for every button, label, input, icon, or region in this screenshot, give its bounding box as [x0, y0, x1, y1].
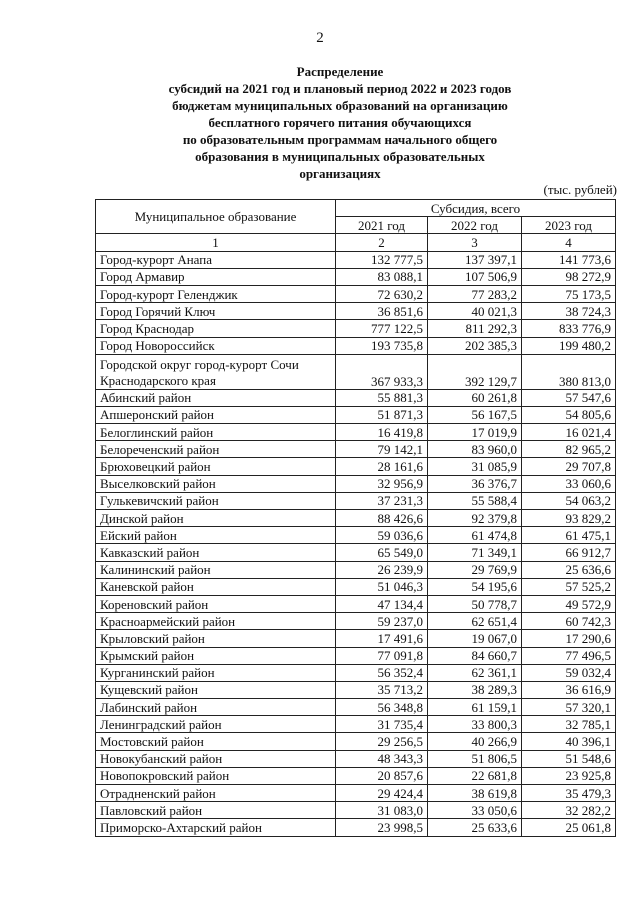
value-2023-cell: 32 282,2	[522, 802, 616, 819]
value-2021-cell: 37 231,3	[336, 492, 428, 509]
table-row	[96, 354, 616, 389]
municipality-cell: Город-курорт Анапа	[96, 251, 336, 268]
table-row	[96, 285, 616, 302]
title-line: бесплатного горячего питания обучающихся	[208, 115, 472, 130]
value-2022-cell: 17 019,9	[428, 424, 522, 441]
municipality-cell: Город Армавир	[96, 268, 336, 285]
value-2021-cell: 59 036,6	[336, 527, 428, 544]
municipality-cell: Кущевский район	[96, 681, 336, 698]
document-title	[90, 63, 590, 182]
header-subsidy-total: Субсидия, всего	[336, 200, 616, 217]
value-2021-cell: 79 142,1	[336, 441, 428, 458]
value-2022-cell: 92 379,8	[428, 510, 522, 527]
value-2023-cell: 199 480,2	[522, 337, 616, 354]
table-row	[96, 389, 616, 406]
value-2022-cell: 62 651,4	[428, 613, 522, 630]
municipality-cell: Отрадненский район	[96, 785, 336, 802]
value-2022-cell: 84 660,7	[428, 647, 522, 664]
value-2023-cell: 54 805,6	[522, 406, 616, 423]
table-row	[96, 681, 616, 698]
value-2021-cell: 65 549,0	[336, 544, 428, 561]
value-2023-cell: 54 063,2	[522, 492, 616, 509]
value-2022-cell: 31 085,9	[428, 458, 522, 475]
value-2022-cell: 38 619,8	[428, 785, 522, 802]
value-2022-cell: 55 588,4	[428, 492, 522, 509]
table-row	[96, 767, 616, 784]
value-2022-cell: 60 261,8	[428, 389, 522, 406]
value-2021-cell: 26 239,9	[336, 561, 428, 578]
column-number: 2	[336, 234, 428, 251]
value-2023-cell: 36 616,9	[522, 681, 616, 698]
municipality-cell: Калининский район	[96, 561, 336, 578]
table-row	[96, 595, 616, 612]
value-2023-cell: 66 912,7	[522, 544, 616, 561]
municipality-cell: Лабинский район	[96, 699, 336, 716]
table-row	[96, 733, 616, 750]
title-line: по образовательным программам начального общего	[182, 132, 498, 147]
value-2022-cell: 36 376,7	[428, 475, 522, 492]
header-year-2021: 2021 год	[336, 217, 428, 234]
value-2022-cell: 22 681,8	[428, 767, 522, 784]
table-row	[96, 424, 616, 441]
page-number: 2	[316, 30, 324, 46]
value-2023-cell: 29 707,8	[522, 458, 616, 475]
municipality-cell: Гулькевичский район	[96, 492, 336, 509]
value-2022-cell: 50 778,7	[428, 595, 522, 612]
value-2022-cell: 33 800,3	[428, 716, 522, 733]
header-municipality: Муниципальное образование	[96, 200, 336, 234]
value-2023-cell: 59 032,4	[522, 664, 616, 681]
table-row	[96, 303, 616, 320]
value-2022-cell: 40 266,9	[428, 733, 522, 750]
value-2023-cell: 57 547,6	[522, 389, 616, 406]
table-row	[96, 492, 616, 509]
title-line: субсидий на 2021 год и плановый период 2022 и 2023 годов	[168, 81, 512, 96]
value-2021-cell: 88 426,6	[336, 510, 428, 527]
value-2022-cell: 25 633,6	[428, 819, 522, 836]
value-2021-cell: 35 713,2	[336, 681, 428, 698]
municipality-cell: Крымский район	[96, 647, 336, 664]
municipality-cell: Курганинский район	[96, 664, 336, 681]
value-2023-cell: 32 785,1	[522, 716, 616, 733]
value-2022-cell: 19 067,0	[428, 630, 522, 647]
table-row	[96, 441, 616, 458]
value-2023-cell: 51 548,6	[522, 750, 616, 767]
table-header-row	[96, 200, 616, 217]
value-2022-cell: 56 167,5	[428, 406, 522, 423]
table-row	[96, 802, 616, 819]
table-row	[96, 699, 616, 716]
value-2023-cell: 82 965,2	[522, 441, 616, 458]
table-row	[96, 510, 616, 527]
value-2021-cell: 132 777,5	[336, 251, 428, 268]
value-2023-cell: 33 060,6	[522, 475, 616, 492]
value-2021-cell: 31 083,0	[336, 802, 428, 819]
municipality-cell: Каневской район	[96, 578, 336, 595]
table-row	[96, 458, 616, 475]
table-row	[96, 785, 616, 802]
value-2021-cell: 32 956,9	[336, 475, 428, 492]
table-row	[96, 664, 616, 681]
value-2021-cell: 51 871,3	[336, 406, 428, 423]
municipality-cell: Город Новороссийск	[96, 337, 336, 354]
value-2021-cell: 48 343,3	[336, 750, 428, 767]
value-2022-cell: 61 159,1	[428, 699, 522, 716]
municipality-cell: Город Краснодар	[96, 320, 336, 337]
value-2021-cell: 28 161,6	[336, 458, 428, 475]
municipality-cell: Город-курорт Геленджик	[96, 285, 336, 302]
table-row	[96, 406, 616, 423]
municipality-cell: Город Горячий Ключ	[96, 303, 336, 320]
value-2022-cell: 54 195,6	[428, 578, 522, 595]
value-2022-cell: 392 129,7	[428, 354, 522, 389]
value-2023-cell: 61 475,1	[522, 527, 616, 544]
value-2023-cell: 16 021,4	[522, 424, 616, 441]
value-2021-cell: 367 933,3	[336, 354, 428, 389]
value-2021-cell: 777 122,5	[336, 320, 428, 337]
municipality-cell: Городской округ город-курорт Сочи Краснодарского края	[96, 354, 336, 389]
value-2021-cell: 20 857,6	[336, 767, 428, 784]
units-label: (тыс. рублей)	[543, 182, 617, 197]
column-number: 4	[522, 234, 616, 251]
municipality-cell: Апшеронский район	[96, 406, 336, 423]
value-2021-cell: 47 134,4	[336, 595, 428, 612]
municipality-cell: Абинский район	[96, 389, 336, 406]
municipality-cell: Павловский район	[96, 802, 336, 819]
value-2023-cell: 25 636,6	[522, 561, 616, 578]
table-row	[96, 268, 616, 285]
value-2021-cell: 29 256,5	[336, 733, 428, 750]
value-2022-cell: 202 385,3	[428, 337, 522, 354]
municipality-cell: Новокубанский район	[96, 750, 336, 767]
value-2021-cell: 59 237,0	[336, 613, 428, 630]
table-column-numbers-row	[96, 234, 616, 251]
header-year-2022: 2022 год	[428, 217, 522, 234]
value-2022-cell: 137 397,1	[428, 251, 522, 268]
value-2023-cell: 25 061,8	[522, 819, 616, 836]
table-row	[96, 716, 616, 733]
value-2023-cell: 35 479,3	[522, 785, 616, 802]
value-2023-cell: 75 173,5	[522, 285, 616, 302]
value-2023-cell: 77 496,5	[522, 647, 616, 664]
value-2021-cell: 17 491,6	[336, 630, 428, 647]
value-2022-cell: 61 474,8	[428, 527, 522, 544]
municipality-cell: Мостовский район	[96, 733, 336, 750]
value-2021-cell: 72 630,2	[336, 285, 428, 302]
municipality-cell: Белореченский район	[96, 441, 336, 458]
column-number: 1	[96, 234, 336, 251]
value-2022-cell: 77 283,2	[428, 285, 522, 302]
table-row	[96, 561, 616, 578]
table-row	[96, 819, 616, 836]
value-2023-cell: 40 396,1	[522, 733, 616, 750]
value-2023-cell: 49 572,9	[522, 595, 616, 612]
municipality-cell: Выселковский район	[96, 475, 336, 492]
value-2022-cell: 71 349,1	[428, 544, 522, 561]
value-2022-cell: 107 506,9	[428, 268, 522, 285]
value-2021-cell: 83 088,1	[336, 268, 428, 285]
table-row	[96, 544, 616, 561]
table-row	[96, 251, 616, 268]
table-row	[96, 647, 616, 664]
table-row	[96, 578, 616, 595]
municipality-cell: Белоглинский район	[96, 424, 336, 441]
value-2022-cell: 33 050,6	[428, 802, 522, 819]
municipality-cell: Приморско-Ахтарский район	[96, 819, 336, 836]
value-2021-cell: 36 851,6	[336, 303, 428, 320]
value-2023-cell: 38 724,3	[522, 303, 616, 320]
value-2021-cell: 56 348,8	[336, 699, 428, 716]
title-line: организациях	[299, 166, 381, 181]
table-row	[96, 527, 616, 544]
header-year-2023: 2023 год	[522, 217, 616, 234]
value-2021-cell: 29 424,4	[336, 785, 428, 802]
value-2022-cell: 38 289,3	[428, 681, 522, 698]
value-2023-cell: 17 290,6	[522, 630, 616, 647]
value-2021-cell: 193 735,8	[336, 337, 428, 354]
value-2022-cell: 29 769,9	[428, 561, 522, 578]
value-2023-cell: 380 813,0	[522, 354, 616, 389]
value-2021-cell: 56 352,4	[336, 664, 428, 681]
table-row	[96, 320, 616, 337]
municipality-cell: Кореновский район	[96, 595, 336, 612]
value-2022-cell: 40 021,3	[428, 303, 522, 320]
municipality-cell: Брюховецкий район	[96, 458, 336, 475]
value-2023-cell: 833 776,9	[522, 320, 616, 337]
value-2022-cell: 83 960,0	[428, 441, 522, 458]
value-2021-cell: 23 998,5	[336, 819, 428, 836]
value-2023-cell: 98 272,9	[522, 268, 616, 285]
municipality-cell: Ленинградский район	[96, 716, 336, 733]
municipality-cell: Ейский район	[96, 527, 336, 544]
value-2023-cell: 93 829,2	[522, 510, 616, 527]
column-number: 3	[428, 234, 522, 251]
value-2022-cell: 811 292,3	[428, 320, 522, 337]
municipality-cell: Новопокровский район	[96, 767, 336, 784]
value-2022-cell: 62 361,1	[428, 664, 522, 681]
subsidy-table	[95, 199, 616, 837]
table-row	[96, 613, 616, 630]
table-row	[96, 750, 616, 767]
municipality-cell: Динской район	[96, 510, 336, 527]
table-row	[96, 475, 616, 492]
municipality-cell: Красноармейский район	[96, 613, 336, 630]
table-row	[96, 337, 616, 354]
value-2021-cell: 55 881,3	[336, 389, 428, 406]
municipality-cell: Кавказский район	[96, 544, 336, 561]
value-2023-cell: 60 742,3	[522, 613, 616, 630]
value-2023-cell: 57 525,2	[522, 578, 616, 595]
title-line: бюджетам муниципальных образований на организацию	[172, 98, 508, 113]
municipality-cell: Крыловский район	[96, 630, 336, 647]
value-2021-cell: 16 419,8	[336, 424, 428, 441]
value-2021-cell: 51 046,3	[336, 578, 428, 595]
title-line: образования в муниципальных образовательных	[195, 149, 485, 164]
value-2021-cell: 31 735,4	[336, 716, 428, 733]
value-2023-cell: 57 320,1	[522, 699, 616, 716]
value-2021-cell: 77 091,8	[336, 647, 428, 664]
value-2023-cell: 23 925,8	[522, 767, 616, 784]
title-line: Распределение	[296, 64, 384, 79]
value-2022-cell: 51 806,5	[428, 750, 522, 767]
value-2023-cell: 141 773,6	[522, 251, 616, 268]
table-row	[96, 630, 616, 647]
